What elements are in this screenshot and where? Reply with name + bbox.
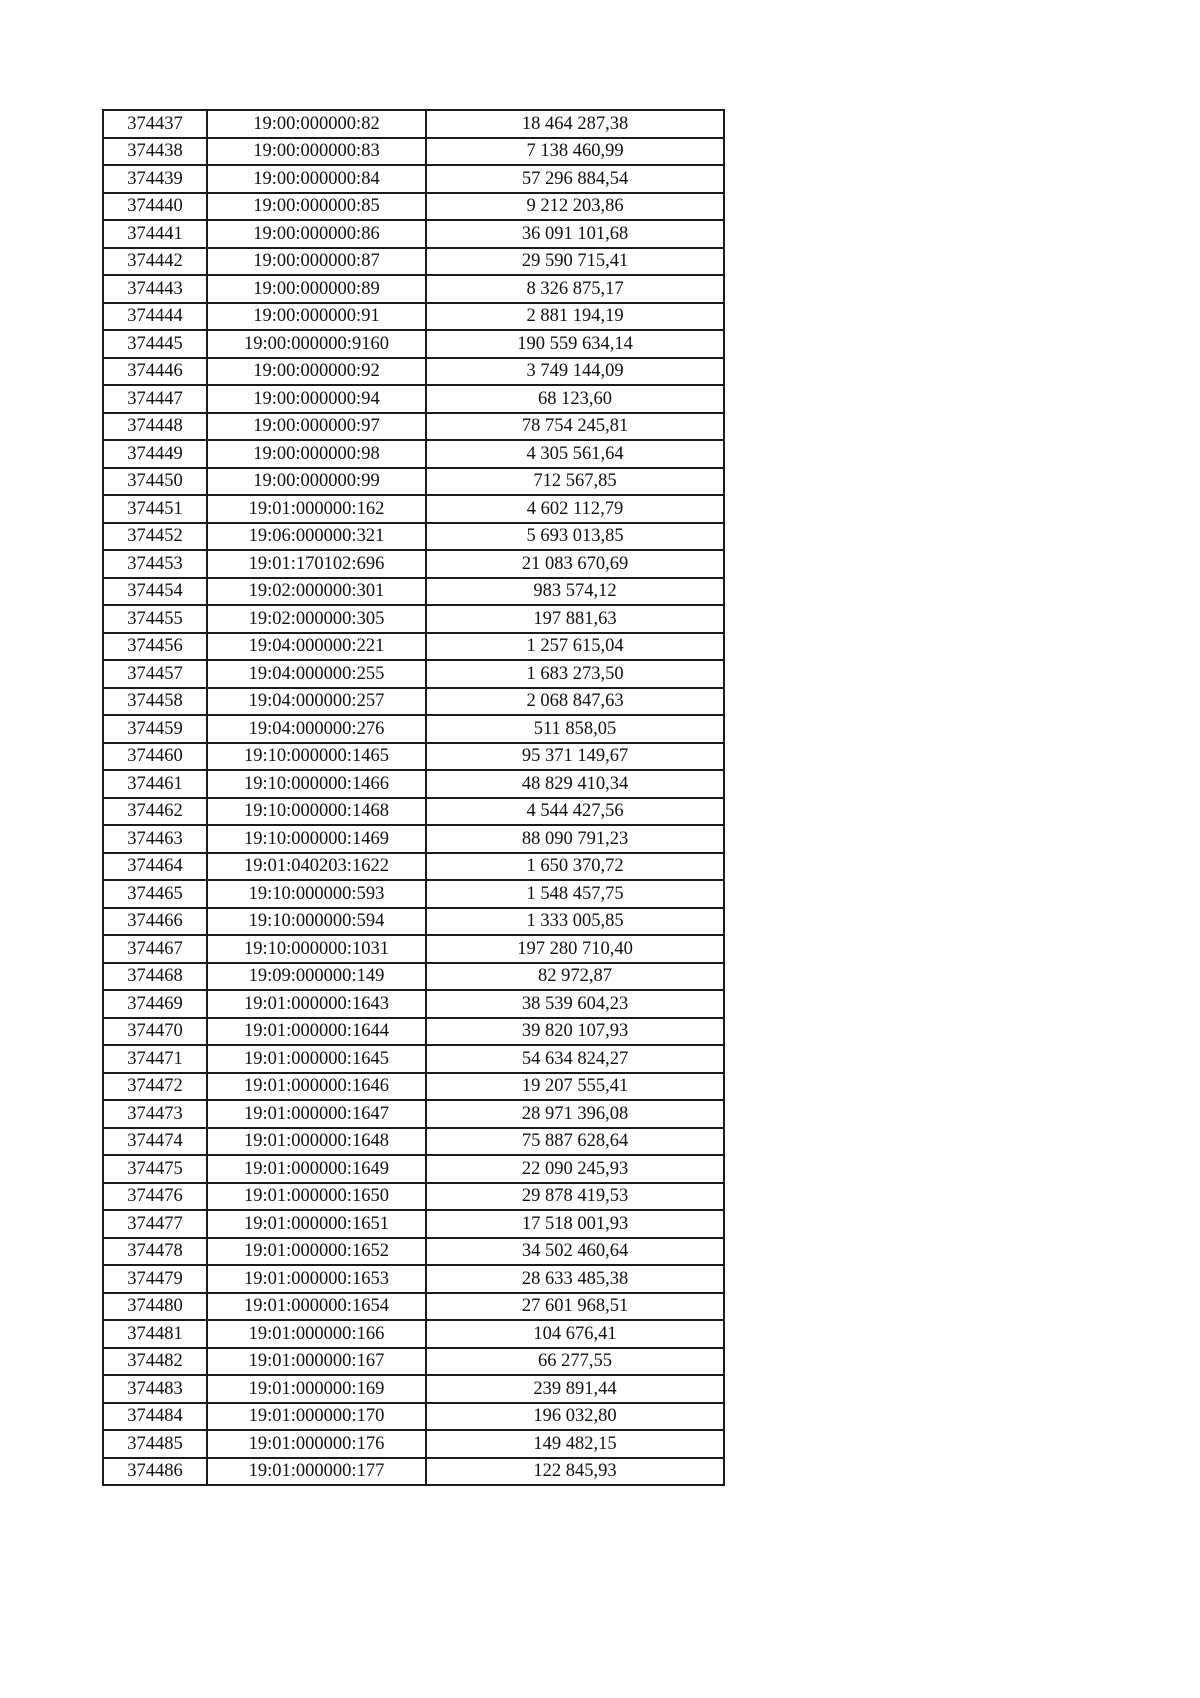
value-cell: 28 633 485,38 xyxy=(426,1265,724,1293)
row-number-cell: 374473 xyxy=(103,1100,207,1128)
value-cell: 38 539 604,23 xyxy=(426,990,724,1018)
row-number-cell: 374451 xyxy=(103,495,207,523)
row-number-cell: 374481 xyxy=(103,1320,207,1348)
table-row xyxy=(103,1293,724,1321)
cadastral-number-cell: 19:01:000000:1654 xyxy=(207,1293,426,1321)
table-row xyxy=(103,1348,724,1376)
table-row xyxy=(103,1265,724,1293)
row-number-cell: 374477 xyxy=(103,1210,207,1238)
row-number-cell: 374482 xyxy=(103,1348,207,1376)
document-table-container xyxy=(102,109,725,1486)
cadastral-number-cell: 19:00:000000:92 xyxy=(207,358,426,386)
value-cell: 78 754 245,81 xyxy=(426,413,724,441)
table-row xyxy=(103,468,724,496)
cadastral-number-cell: 19:00:000000:84 xyxy=(207,165,426,193)
row-number-cell: 374463 xyxy=(103,825,207,853)
table-row xyxy=(103,825,724,853)
value-cell: 36 091 101,68 xyxy=(426,220,724,248)
row-number-cell: 374439 xyxy=(103,165,207,193)
row-number-cell: 374476 xyxy=(103,1183,207,1211)
row-number-cell: 374484 xyxy=(103,1403,207,1431)
table-row xyxy=(103,1458,724,1486)
row-number-cell: 374454 xyxy=(103,578,207,606)
row-number-cell: 374443 xyxy=(103,275,207,303)
value-cell: 29 878 419,53 xyxy=(426,1183,724,1211)
table-row xyxy=(103,1073,724,1101)
value-cell: 39 820 107,93 xyxy=(426,1018,724,1046)
row-number-cell: 374471 xyxy=(103,1045,207,1073)
cadastral-number-cell: 19:10:000000:1469 xyxy=(207,825,426,853)
value-cell: 68 123,60 xyxy=(426,385,724,413)
cadastral-number-cell: 19:04:000000:276 xyxy=(207,715,426,743)
row-number-cell: 374474 xyxy=(103,1128,207,1156)
table-row xyxy=(103,660,724,688)
table-row xyxy=(103,880,724,908)
table-row xyxy=(103,1128,724,1156)
row-number-cell: 374459 xyxy=(103,715,207,743)
cadastral-number-cell: 19:01:000000:1651 xyxy=(207,1210,426,1238)
cadastral-number-cell: 19:10:000000:593 xyxy=(207,880,426,908)
cadastral-number-cell: 19:01:000000:1648 xyxy=(207,1128,426,1156)
row-number-cell: 374470 xyxy=(103,1018,207,1046)
value-cell: 22 090 245,93 xyxy=(426,1155,724,1183)
row-number-cell: 374475 xyxy=(103,1155,207,1183)
cadastral-number-cell: 19:00:000000:85 xyxy=(207,193,426,221)
table-row xyxy=(103,193,724,221)
row-number-cell: 374438 xyxy=(103,138,207,166)
table-row xyxy=(103,385,724,413)
value-cell: 19 207 555,41 xyxy=(426,1073,724,1101)
table-row xyxy=(103,1210,724,1238)
cadastral-number-cell: 19:01:000000:1653 xyxy=(207,1265,426,1293)
cadastral-number-cell: 19:09:000000:149 xyxy=(207,963,426,991)
row-number-cell: 374446 xyxy=(103,358,207,386)
value-cell: 66 277,55 xyxy=(426,1348,724,1376)
table-row xyxy=(103,1403,724,1431)
cadastral-number-cell: 19:01:000000:1647 xyxy=(207,1100,426,1128)
row-number-cell: 374447 xyxy=(103,385,207,413)
table-row xyxy=(103,578,724,606)
value-cell: 1 548 457,75 xyxy=(426,880,724,908)
table-row xyxy=(103,715,724,743)
value-cell: 82 972,87 xyxy=(426,963,724,991)
row-number-cell: 374458 xyxy=(103,688,207,716)
row-number-cell: 374485 xyxy=(103,1430,207,1458)
row-number-cell: 374466 xyxy=(103,908,207,936)
cadastral-number-cell: 19:01:170102:696 xyxy=(207,550,426,578)
value-cell: 75 887 628,64 xyxy=(426,1128,724,1156)
cadastral-number-cell: 19:00:000000:98 xyxy=(207,440,426,468)
value-cell: 29 590 715,41 xyxy=(426,248,724,276)
cadastral-number-cell: 19:04:000000:255 xyxy=(207,660,426,688)
cadastral-number-cell: 19:10:000000:594 xyxy=(207,908,426,936)
row-number-cell: 374450 xyxy=(103,468,207,496)
cadastral-number-cell: 19:00:000000:82 xyxy=(207,110,426,138)
cadastral-number-cell: 19:01:000000:167 xyxy=(207,1348,426,1376)
row-number-cell: 374483 xyxy=(103,1375,207,1403)
value-cell: 57 296 884,54 xyxy=(426,165,724,193)
table-row xyxy=(103,550,724,578)
table-row xyxy=(103,1320,724,1348)
cadastral-value-table xyxy=(102,109,725,1486)
value-cell: 239 891,44 xyxy=(426,1375,724,1403)
row-number-cell: 374449 xyxy=(103,440,207,468)
cadastral-number-cell: 19:10:000000:1031 xyxy=(207,935,426,963)
table-row xyxy=(103,275,724,303)
value-cell: 511 858,05 xyxy=(426,715,724,743)
row-number-cell: 374445 xyxy=(103,330,207,358)
value-cell: 9 212 203,86 xyxy=(426,193,724,221)
value-cell: 27 601 968,51 xyxy=(426,1293,724,1321)
table-row xyxy=(103,743,724,771)
row-number-cell: 374457 xyxy=(103,660,207,688)
value-cell: 8 326 875,17 xyxy=(426,275,724,303)
cadastral-number-cell: 19:01:000000:177 xyxy=(207,1458,426,1486)
value-cell: 5 693 013,85 xyxy=(426,523,724,551)
cadastral-number-cell: 19:00:000000:87 xyxy=(207,248,426,276)
cadastral-number-cell: 19:00:000000:89 xyxy=(207,275,426,303)
value-cell: 712 567,85 xyxy=(426,468,724,496)
cadastral-number-cell: 19:01:000000:162 xyxy=(207,495,426,523)
row-number-cell: 374472 xyxy=(103,1073,207,1101)
value-cell: 104 676,41 xyxy=(426,1320,724,1348)
table-row xyxy=(103,110,724,138)
row-number-cell: 374461 xyxy=(103,770,207,798)
row-number-cell: 374437 xyxy=(103,110,207,138)
value-cell: 1 333 005,85 xyxy=(426,908,724,936)
table-row xyxy=(103,963,724,991)
table-row xyxy=(103,688,724,716)
value-cell: 88 090 791,23 xyxy=(426,825,724,853)
cadastral-number-cell: 19:10:000000:1466 xyxy=(207,770,426,798)
value-cell: 1 257 615,04 xyxy=(426,633,724,661)
row-number-cell: 374480 xyxy=(103,1293,207,1321)
cadastral-number-cell: 19:00:000000:91 xyxy=(207,303,426,331)
cadastral-number-cell: 19:01:000000:166 xyxy=(207,1320,426,1348)
value-cell: 34 502 460,64 xyxy=(426,1238,724,1266)
cadastral-number-cell: 19:06:000000:321 xyxy=(207,523,426,551)
cadastral-number-cell: 19:01:000000:1649 xyxy=(207,1155,426,1183)
cadastral-number-cell: 19:02:000000:301 xyxy=(207,578,426,606)
row-number-cell: 374479 xyxy=(103,1265,207,1293)
value-cell: 196 032,80 xyxy=(426,1403,724,1431)
table-row xyxy=(103,798,724,826)
cadastral-number-cell: 19:01:000000:1643 xyxy=(207,990,426,1018)
value-cell: 54 634 824,27 xyxy=(426,1045,724,1073)
value-cell: 190 559 634,14 xyxy=(426,330,724,358)
table-row xyxy=(103,1155,724,1183)
table-row xyxy=(103,1238,724,1266)
row-number-cell: 374453 xyxy=(103,550,207,578)
value-cell: 28 971 396,08 xyxy=(426,1100,724,1128)
table-row xyxy=(103,248,724,276)
cadastral-number-cell: 19:01:000000:169 xyxy=(207,1375,426,1403)
cadastral-number-cell: 19:00:000000:9160 xyxy=(207,330,426,358)
value-cell: 149 482,15 xyxy=(426,1430,724,1458)
row-number-cell: 374478 xyxy=(103,1238,207,1266)
table-row xyxy=(103,770,724,798)
table-row xyxy=(103,1183,724,1211)
table-row xyxy=(103,1430,724,1458)
table-row xyxy=(103,440,724,468)
row-number-cell: 374468 xyxy=(103,963,207,991)
cadastral-number-cell: 19:10:000000:1468 xyxy=(207,798,426,826)
row-number-cell: 374441 xyxy=(103,220,207,248)
value-cell: 4 602 112,79 xyxy=(426,495,724,523)
value-cell: 95 371 149,67 xyxy=(426,743,724,771)
value-cell: 2 881 194,19 xyxy=(426,303,724,331)
value-cell: 4 305 561,64 xyxy=(426,440,724,468)
cadastral-number-cell: 19:00:000000:86 xyxy=(207,220,426,248)
value-cell: 983 574,12 xyxy=(426,578,724,606)
row-number-cell: 374467 xyxy=(103,935,207,963)
cadastral-number-cell: 19:01:000000:170 xyxy=(207,1403,426,1431)
value-cell: 17 518 001,93 xyxy=(426,1210,724,1238)
value-cell: 122 845,93 xyxy=(426,1458,724,1486)
row-number-cell: 374440 xyxy=(103,193,207,221)
table-row xyxy=(103,303,724,331)
cadastral-number-cell: 19:00:000000:97 xyxy=(207,413,426,441)
table-row xyxy=(103,1045,724,1073)
table-row xyxy=(103,605,724,633)
cadastral-number-cell: 19:02:000000:305 xyxy=(207,605,426,633)
cadastral-number-cell: 19:10:000000:1465 xyxy=(207,743,426,771)
cadastral-number-cell: 19:01:000000:1644 xyxy=(207,1018,426,1046)
value-cell: 18 464 287,38 xyxy=(426,110,724,138)
table-row xyxy=(103,165,724,193)
row-number-cell: 374486 xyxy=(103,1458,207,1486)
row-number-cell: 374465 xyxy=(103,880,207,908)
table-row xyxy=(103,990,724,1018)
cadastral-number-cell: 19:01:040203:1622 xyxy=(207,853,426,881)
value-cell: 1 650 370,72 xyxy=(426,853,724,881)
table-row xyxy=(103,358,724,386)
table-row xyxy=(103,633,724,661)
cadastral-number-cell: 19:01:000000:1650 xyxy=(207,1183,426,1211)
value-cell: 21 083 670,69 xyxy=(426,550,724,578)
value-cell: 4 544 427,56 xyxy=(426,798,724,826)
row-number-cell: 374455 xyxy=(103,605,207,633)
table-row xyxy=(103,908,724,936)
row-number-cell: 374464 xyxy=(103,853,207,881)
value-cell: 2 068 847,63 xyxy=(426,688,724,716)
cadastral-number-cell: 19:01:000000:1645 xyxy=(207,1045,426,1073)
cadastral-number-cell: 19:00:000000:94 xyxy=(207,385,426,413)
table-body xyxy=(103,110,724,1485)
value-cell: 3 749 144,09 xyxy=(426,358,724,386)
table-row xyxy=(103,138,724,166)
cadastral-number-cell: 19:00:000000:99 xyxy=(207,468,426,496)
value-cell: 1 683 273,50 xyxy=(426,660,724,688)
cadastral-number-cell: 19:01:000000:176 xyxy=(207,1430,426,1458)
table-row xyxy=(103,523,724,551)
table-row xyxy=(103,413,724,441)
table-row xyxy=(103,1100,724,1128)
table-row xyxy=(103,330,724,358)
cadastral-number-cell: 19:01:000000:1646 xyxy=(207,1073,426,1101)
value-cell: 197 280 710,40 xyxy=(426,935,724,963)
value-cell: 197 881,63 xyxy=(426,605,724,633)
value-cell: 48 829 410,34 xyxy=(426,770,724,798)
value-cell: 7 138 460,99 xyxy=(426,138,724,166)
row-number-cell: 374442 xyxy=(103,248,207,276)
cadastral-number-cell: 19:04:000000:257 xyxy=(207,688,426,716)
cadastral-number-cell: 19:01:000000:1652 xyxy=(207,1238,426,1266)
table-row xyxy=(103,220,724,248)
table-row xyxy=(103,1018,724,1046)
row-number-cell: 374448 xyxy=(103,413,207,441)
row-number-cell: 374444 xyxy=(103,303,207,331)
row-number-cell: 374452 xyxy=(103,523,207,551)
table-row xyxy=(103,1375,724,1403)
table-row xyxy=(103,935,724,963)
row-number-cell: 374469 xyxy=(103,990,207,1018)
row-number-cell: 374456 xyxy=(103,633,207,661)
table-row xyxy=(103,495,724,523)
cadastral-number-cell: 19:00:000000:83 xyxy=(207,138,426,166)
cadastral-number-cell: 19:04:000000:221 xyxy=(207,633,426,661)
row-number-cell: 374462 xyxy=(103,798,207,826)
row-number-cell: 374460 xyxy=(103,743,207,771)
table-row xyxy=(103,853,724,881)
